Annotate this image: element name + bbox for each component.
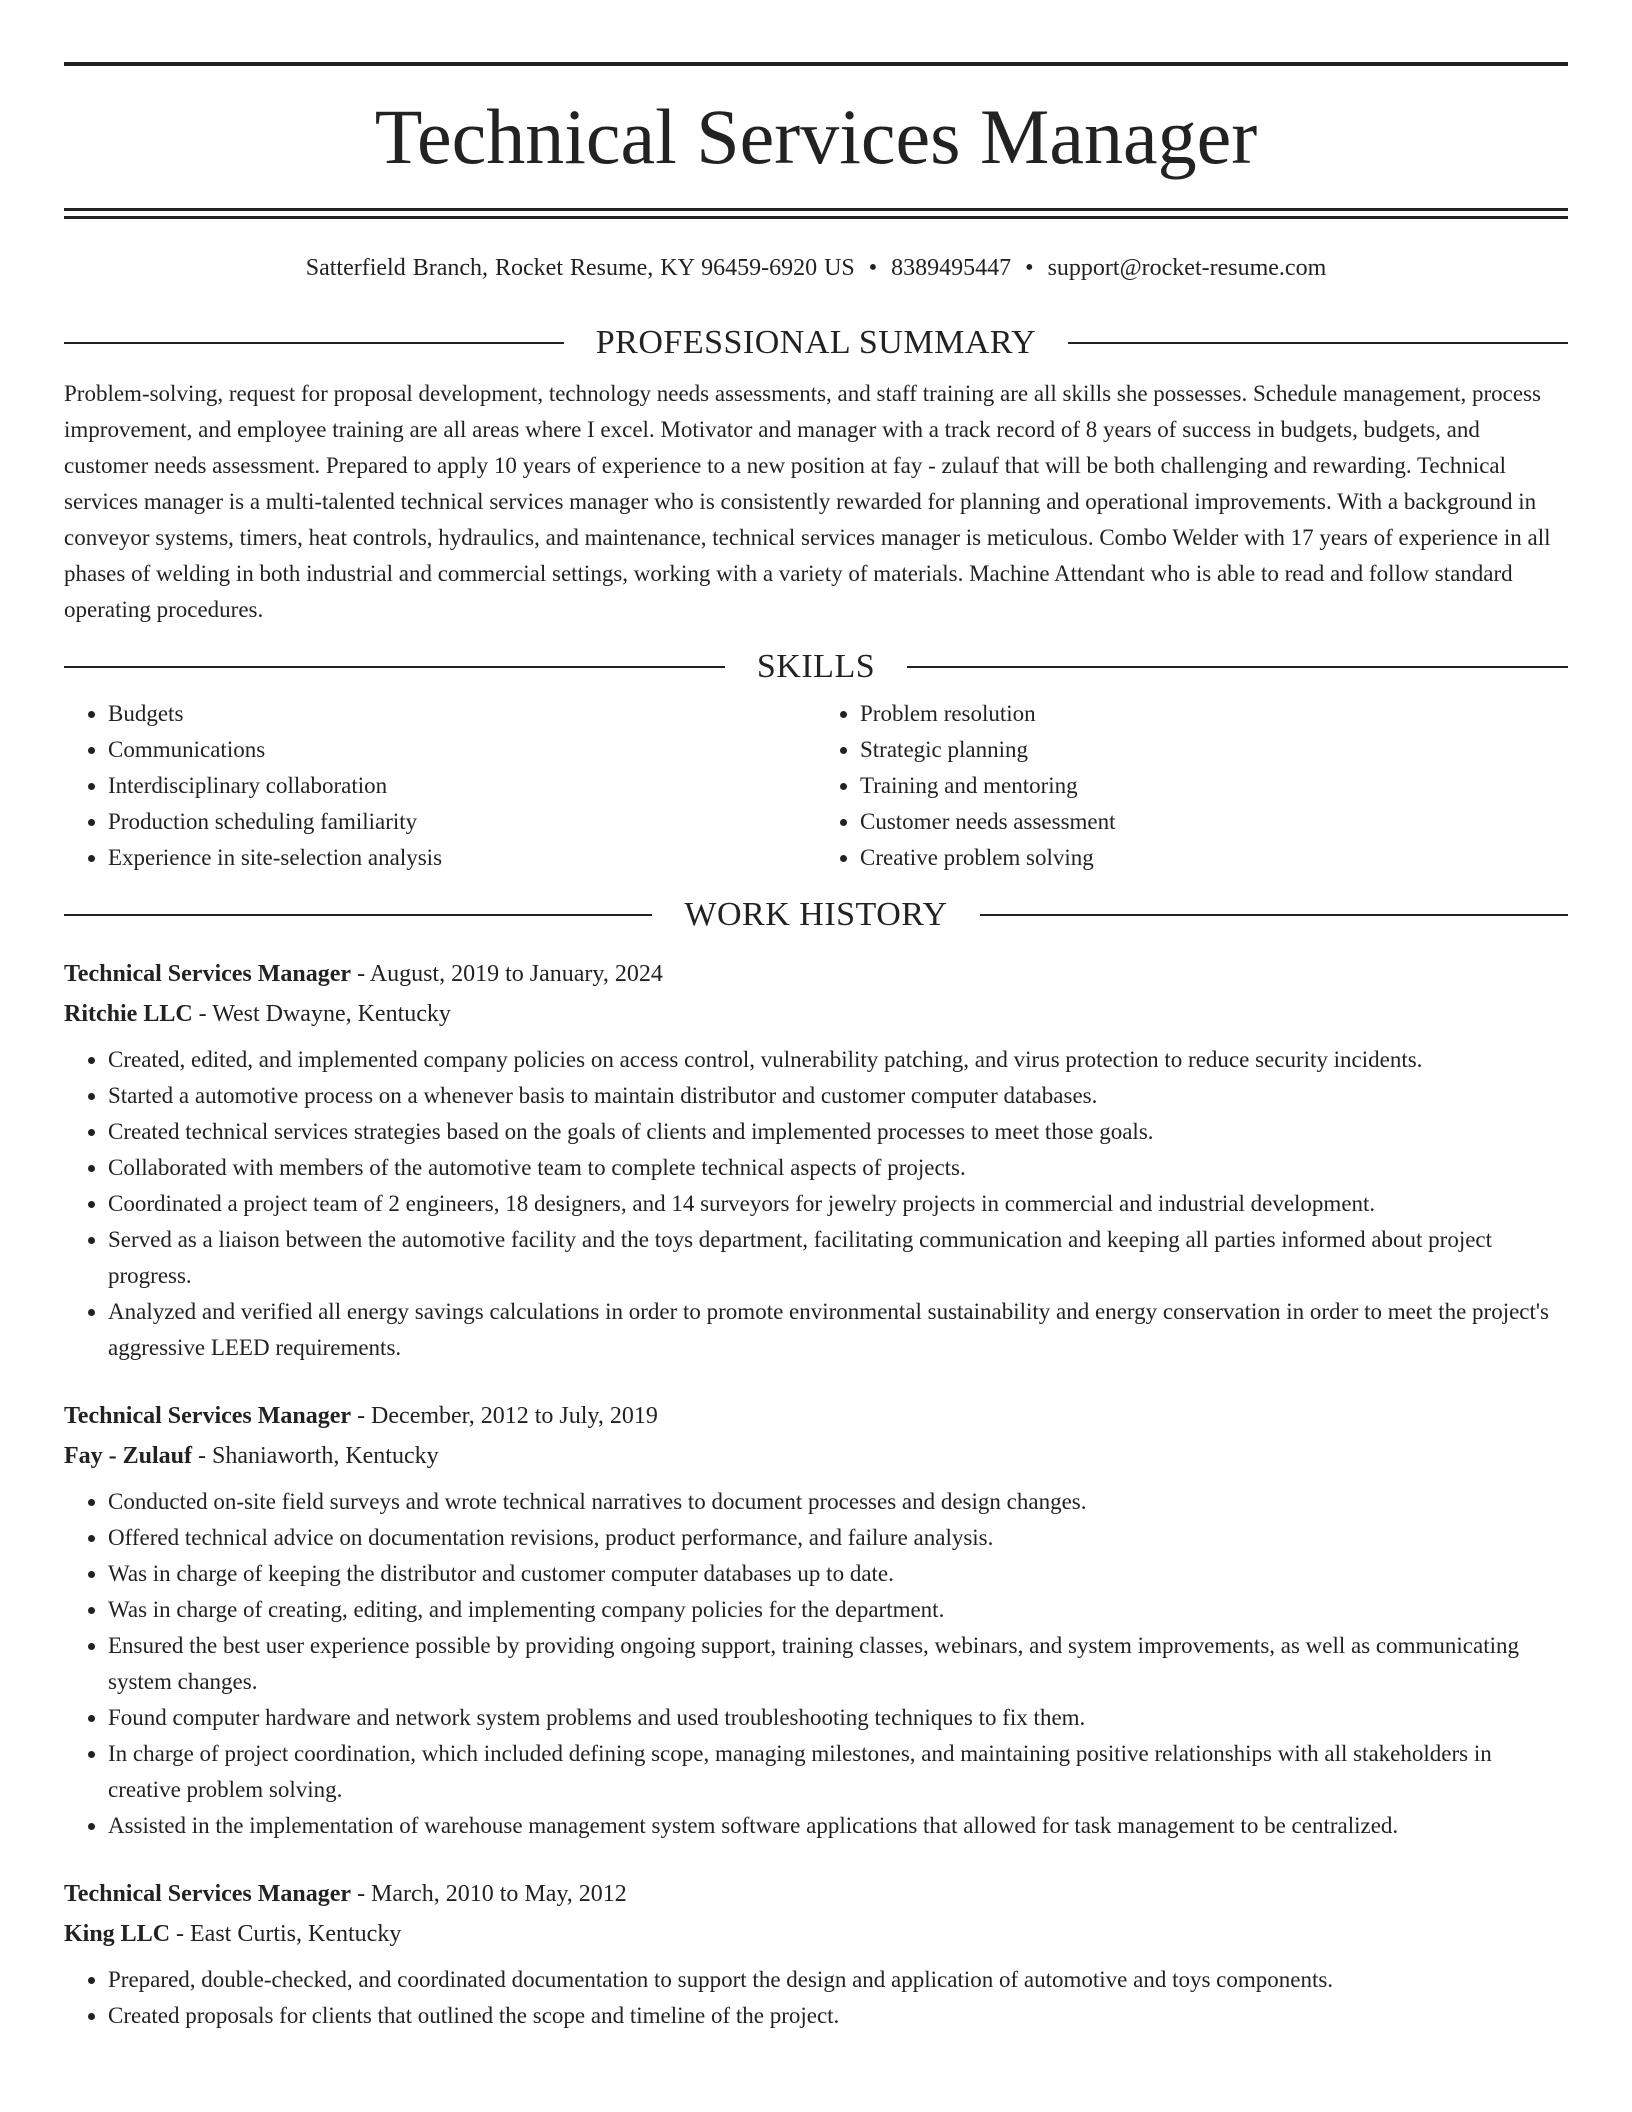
section-rule — [980, 914, 1568, 916]
job-bullet: • Created technical services strategies based on the goals of clients and implemented processes to meet those goals. — [108, 1114, 1568, 1150]
contact-email: support@rocket-resume.com — [1047, 255, 1327, 281]
job-entry — [64, 1396, 1568, 1844]
skills-list — [64, 696, 1568, 876]
skill-item: • Training and mentoring — [860, 768, 1568, 804]
skill-item: • Budgets — [108, 696, 816, 732]
job-company-line — [64, 1914, 1568, 1954]
job-bullets — [64, 1962, 1568, 2034]
skill-item: • Communications — [108, 732, 816, 768]
job-company: King LLC — [64, 1921, 171, 1947]
section-rule — [1068, 342, 1568, 344]
top-rule — [64, 62, 1568, 66]
skill-item: • Problem resolution — [860, 696, 1568, 732]
job-company: Ritchie LLC — [64, 1001, 193, 1027]
job-title-line — [64, 954, 1568, 994]
job-bullets — [64, 1484, 1568, 1844]
summary-text: Problem-solving, request for proposal development, technology needs assessments, and staff training are all skills she possesses. Schedule management, process improvement, and employee training are all areas where I excel. Motivator and manager with a track record of 8 years of success in budgets, budgets, and customer needs assessment. Prepared to apply 10 years of experience to a new position at fay - zulauf that will be both challenging and rewarding. Technical services manager is a multi-talented technical services manager who is consistently rewarded for planning and operational improvements. With a background in conveyor systems, timers, heat controls, hydraulics, and maintenance, technical services manager is meticulous. Combo Welder with 17 years of experience in all phases of welding in both industrial and commercial settings, working with a variety of materials. Machine Attendant who is able to read and follow standard operating procedures. — [64, 381, 1551, 622]
job-bullets — [64, 1042, 1568, 1366]
job-company: Fay - Zulauf — [64, 1443, 193, 1469]
resume-page — [64, 0, 1568, 2034]
work-section-header — [64, 898, 1568, 932]
skill-item: • Interdisciplinary collaboration — [108, 768, 816, 804]
job-title: Technical Services Manager — [64, 1881, 352, 1907]
contact-line — [64, 255, 1568, 282]
section-rule — [64, 342, 564, 344]
job-bullet: • Created, edited, and implemented company policies on access control, vulnerability patching, and virus protection to reduce security incidents. — [108, 1042, 1568, 1078]
job-bullet: • Was in charge of keeping the distributor and customer computer databases up to date. — [108, 1556, 1568, 1592]
job-bullet: • Was in charge of creating, editing, and implementing company policies for the department. — [108, 1592, 1568, 1628]
skill-item: • Creative problem solving — [860, 840, 1568, 876]
skill-item: • Strategic planning — [860, 732, 1568, 768]
skill-item: • Customer needs assessment — [860, 804, 1568, 840]
skill-item: • Experience in site-selection analysis — [108, 840, 816, 876]
contact-separator: • — [1025, 255, 1034, 281]
section-rule — [64, 914, 652, 916]
job-bullet: • Assisted in the implementation of warehouse management system software applications that allowed for task management to be centralized. — [108, 1808, 1568, 1844]
job-bullet: • Created proposals for clients that outlined the scope and timeline of the project. — [108, 1998, 1568, 2034]
job-bullet: • Served as a liaison between the automotive facility and the toys department, facilitating communication and keeping all parties informed about project progress. — [108, 1222, 1568, 1294]
job-bullet: • Analyzed and verified all energy savings calculations in order to promote environmental sustainability and energy conservation in order to meet the project's aggressive LEED requirements. — [108, 1294, 1568, 1366]
job-location: - West Dwayne, Kentucky — [192, 1001, 451, 1027]
job-bullet: • Offered technical advice on documentation revisions, product performance, and failure analysis. — [108, 1520, 1568, 1556]
job-bullet: • Prepared, double-checked, and coordinated documentation to support the design and application of automotive and toys components. — [108, 1962, 1568, 1998]
job-bullet: • Conducted on-site field surveys and wrote technical narratives to document processes and design changes. — [108, 1484, 1568, 1520]
skills-section-header — [64, 650, 1568, 684]
job-bullet: • Started a automotive process on a whenever basis to maintain distributor and customer computer databases. — [108, 1078, 1568, 1114]
job-dates: - March, 2010 to May, 2012 — [351, 1881, 627, 1907]
summary-section-header — [64, 326, 1568, 360]
job-dates: - December, 2012 to July, 2019 — [351, 1403, 658, 1429]
job-title-line — [64, 1874, 1568, 1914]
job-company-line — [64, 994, 1568, 1034]
job-title-line — [64, 1396, 1568, 1436]
job-bullet: • Collaborated with members of the automotive team to complete technical aspects of projects. — [108, 1150, 1568, 1186]
job-entry — [64, 1874, 1568, 2034]
job-dates: - August, 2019 to January, 2024 — [351, 961, 663, 987]
job-bullet: • Ensured the best user experience possible by providing ongoing support, training classes, webinars, and system improvements, as well as communicating system changes. — [108, 1628, 1568, 1700]
contact-separator: • — [868, 255, 878, 281]
skills-column-right — [816, 696, 1568, 876]
job-company-line — [64, 1436, 1568, 1476]
skill-item: • Production scheduling familiarity — [108, 804, 816, 840]
job-bullet: • In charge of project coordination, which included defining scope, managing milestones, and maintaining positive relationships with all stakeholders in creative problem solving. — [108, 1736, 1568, 1808]
job-bullet: • Coordinated a project team of 2 engineers, 18 designers, and 14 surveyors for jewelry projects in commercial and industrial development. — [108, 1186, 1568, 1222]
job-location: - Shaniaworth, Kentucky — [192, 1443, 439, 1469]
job-title: Technical Services Manager — [64, 1403, 352, 1429]
contact-phone: 8389495447 — [891, 255, 1012, 281]
work-heading: WORK HISTORY — [684, 896, 948, 933]
contact-address: Satterfield Branch, Rocket Resume, KY 96459-6920 US — [305, 255, 855, 281]
job-location: - East Curtis, Kentucky — [170, 1921, 402, 1947]
skills-column-left — [64, 696, 816, 876]
summary-heading: PROFESSIONAL SUMMARY — [595, 324, 1037, 361]
page-title: Technical Services Manager — [374, 93, 1258, 180]
title-double-rule — [64, 208, 1568, 219]
job-entry — [64, 954, 1568, 1366]
job-title: Technical Services Manager — [64, 961, 352, 987]
section-rule — [64, 666, 725, 668]
section-rule — [907, 666, 1568, 668]
skills-heading: SKILLS — [756, 648, 876, 685]
job-bullet: • Found computer hardware and network system problems and used troubleshooting techniques to fix them. — [108, 1700, 1568, 1736]
